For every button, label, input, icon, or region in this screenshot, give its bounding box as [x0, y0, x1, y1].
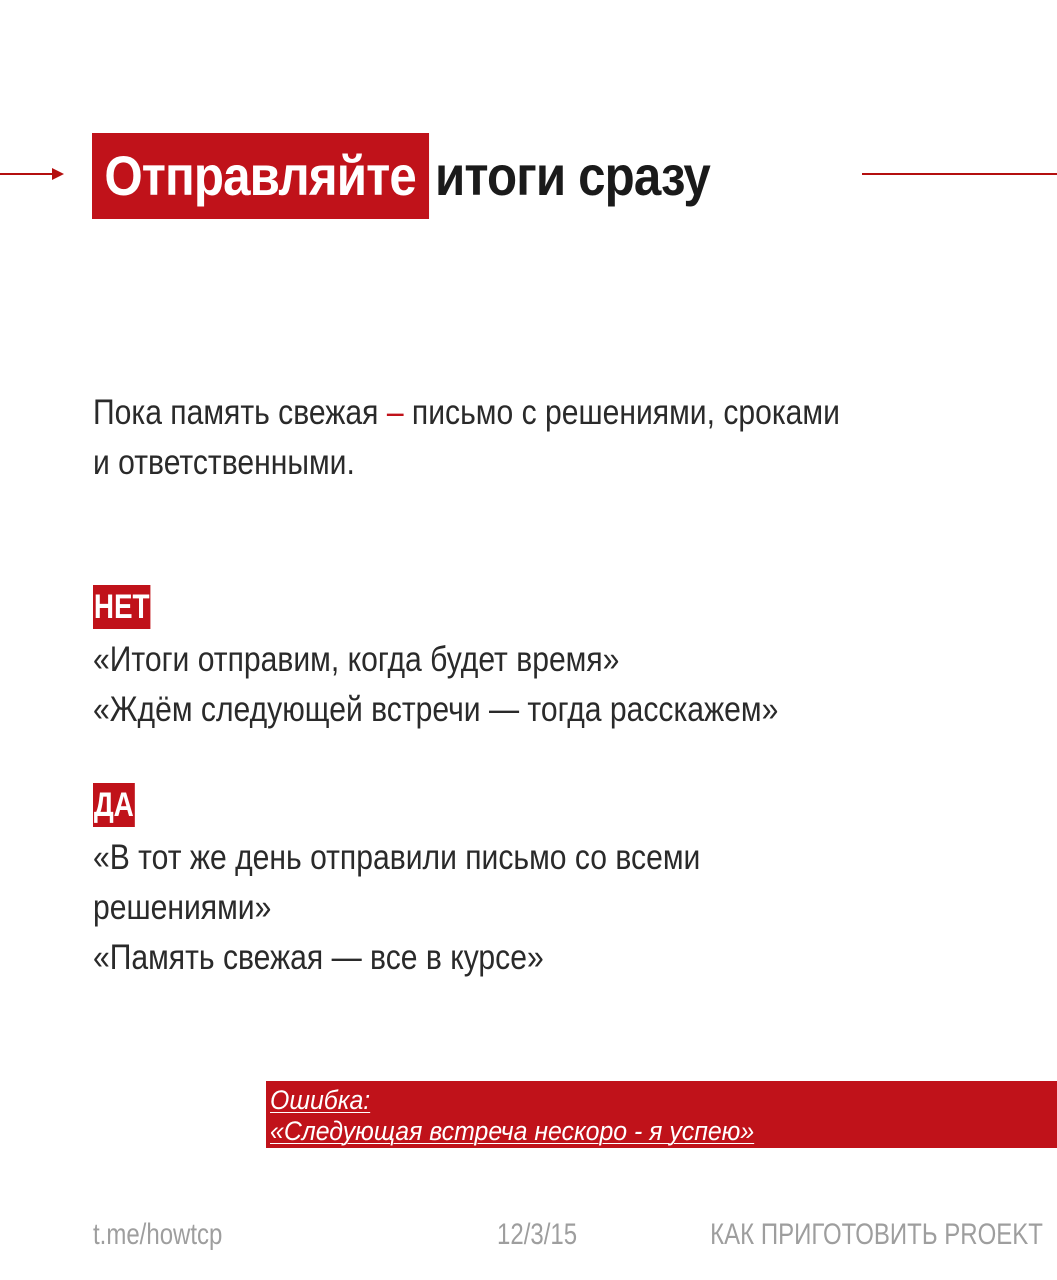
no-quotes: [93, 635, 953, 735]
error-banner: [266, 1081, 1057, 1148]
intro-dash: –: [386, 393, 404, 432]
left-rule-line: [0, 173, 55, 175]
yes-quote-line: решениями»: [93, 888, 272, 927]
yes-quotes: [93, 833, 953, 983]
no-quote-line: «Ждём следующей встречи — тогда расскажем»: [93, 690, 779, 729]
no-tag: НЕТ: [93, 585, 150, 629]
title-rest: итоги сразу: [435, 144, 711, 207]
page-title: [92, 133, 748, 219]
title-highlight: Отправляйте: [92, 133, 429, 219]
footer-page-number: 12/3/15: [497, 1218, 578, 1251]
intro-line2: и ответственными.: [93, 443, 355, 482]
yes-quote-line: «В тот же день отправили письмо со всеми: [93, 838, 701, 877]
arrow-right-icon: [52, 168, 64, 180]
footer-brand: КАК ПРИГОТОВИТЬ PROEKT: [710, 1218, 1043, 1251]
intro-part2: письмо с решениями, сроками: [403, 393, 840, 432]
footer-link[interactable]: t.me/howtcp: [93, 1218, 223, 1251]
no-quote-line: «Итоги отправим, когда будет время»: [93, 640, 620, 679]
right-rule-line: [862, 173, 1057, 175]
intro-part1: Пока память свежая: [93, 393, 387, 432]
yes-tag: ДА: [93, 783, 135, 827]
error-text: «Следующая встреча нескоро - я успею»: [270, 1116, 755, 1146]
yes-quote-line: «Память свежая — все в курсе»: [93, 938, 544, 977]
error-label: Ошибка:: [270, 1085, 371, 1115]
intro-text: [93, 388, 1022, 488]
